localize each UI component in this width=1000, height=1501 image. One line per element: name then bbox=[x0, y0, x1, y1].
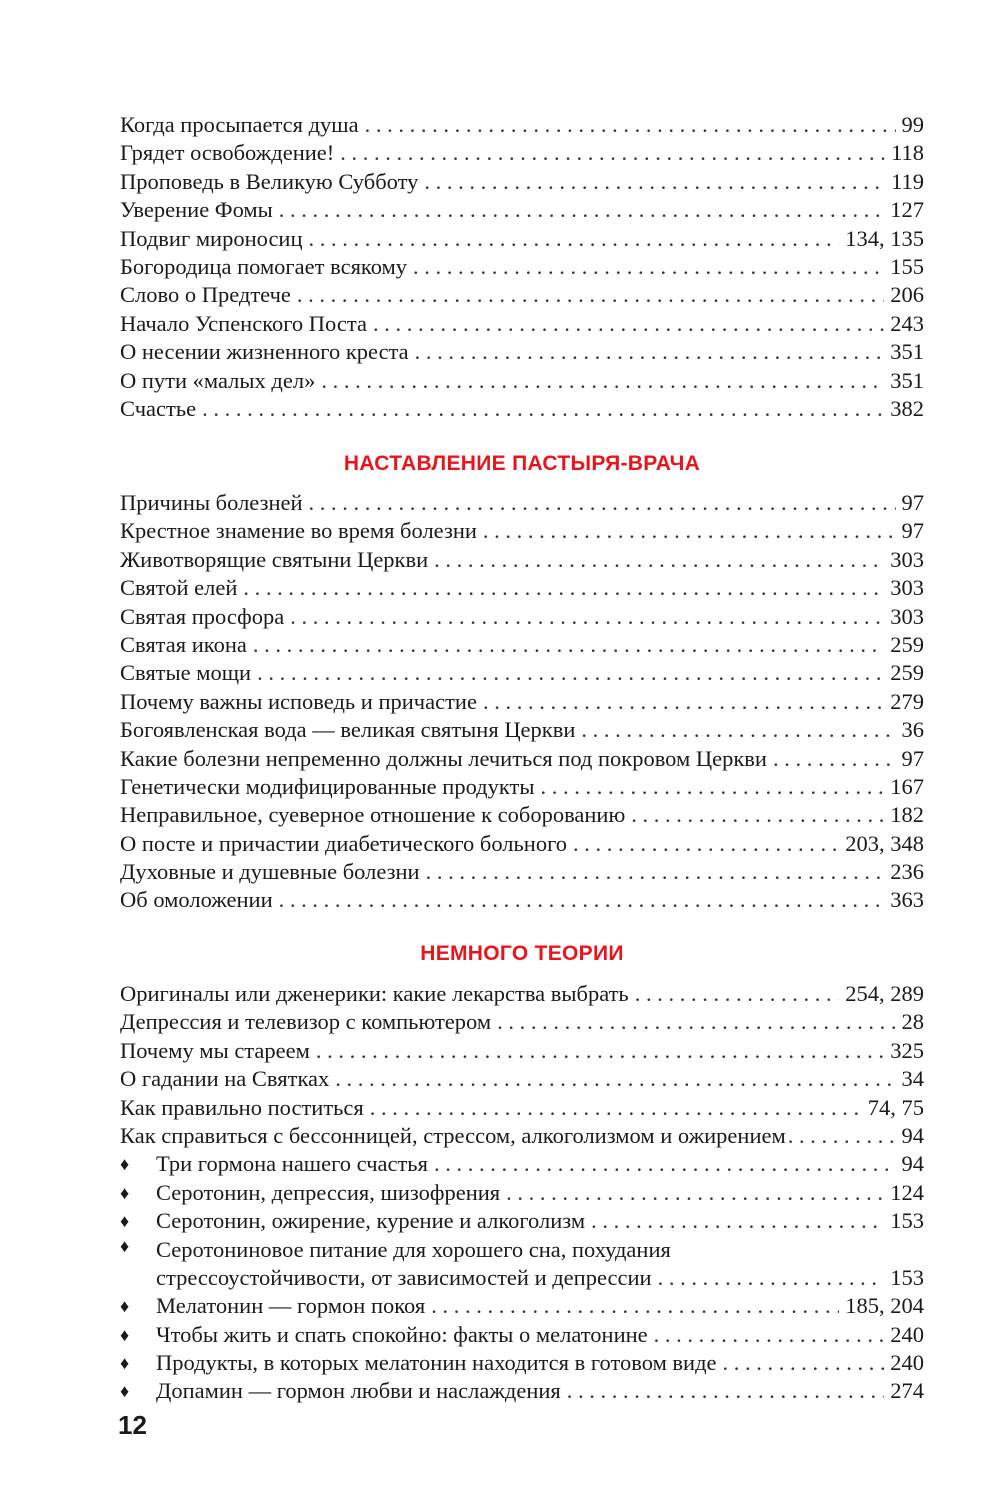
entry-pages: 351 bbox=[890, 339, 924, 365]
toc-entry bbox=[120, 225, 924, 253]
entry-pages: 203, 348 bbox=[845, 830, 924, 856]
toc-entry bbox=[120, 1008, 924, 1036]
entry-pages: 94 bbox=[901, 1151, 924, 1177]
entry-title: Святая икона bbox=[120, 631, 247, 657]
entry-pages: 303 bbox=[890, 603, 924, 629]
leader-dots bbox=[431, 1292, 839, 1320]
leader-dots bbox=[567, 1377, 884, 1405]
entry-title: Как справиться с бессонницей, стрессом, алкоголизмом и ожирением bbox=[120, 1122, 786, 1148]
leader-dots bbox=[243, 574, 884, 602]
leader-dots bbox=[202, 395, 884, 423]
entry-title: Уверение Фомы bbox=[120, 197, 273, 223]
entry-title: О гадании на Святках bbox=[120, 1066, 330, 1092]
entry-pages: 153 bbox=[890, 1208, 924, 1234]
leader-dots bbox=[309, 489, 896, 517]
toc-section-3 bbox=[120, 980, 924, 1406]
entry-title: Подвиг мироносиц bbox=[120, 225, 303, 251]
entry-title: Как правильно поститься bbox=[120, 1094, 364, 1120]
toc-entry bbox=[120, 168, 924, 196]
entry-pages: 28 bbox=[901, 1009, 924, 1035]
section-heading: НЕМНОГО ТЕОРИИ bbox=[420, 942, 624, 965]
toc-entry bbox=[120, 489, 924, 517]
toc-entry bbox=[120, 1037, 924, 1065]
entry-pages: 127 bbox=[890, 197, 924, 223]
toc-entry bbox=[120, 574, 924, 602]
entry-pages: 182 bbox=[890, 802, 924, 828]
leader-dots bbox=[415, 338, 885, 366]
toc-bullet-entry bbox=[120, 1207, 924, 1235]
entry-title: Богородица помогает всякому bbox=[120, 253, 408, 279]
entry-pages: 382 bbox=[890, 395, 924, 421]
entry-pages: 94 bbox=[901, 1122, 924, 1148]
leader-dots bbox=[654, 1321, 885, 1349]
leader-dots bbox=[365, 111, 896, 139]
toc-entry bbox=[120, 196, 924, 224]
leader-dots bbox=[573, 830, 839, 858]
leader-dots bbox=[591, 1207, 884, 1235]
page-number: 12 bbox=[118, 1410, 147, 1440]
entry-title: Когда просыпается душа bbox=[120, 112, 359, 137]
section-heading: НАСТАВЛЕНИЕ ПАСТЫРЯ-ВРАЧА bbox=[343, 452, 701, 475]
toc-entry bbox=[120, 395, 924, 423]
entry-title: О пути «малых дел» bbox=[120, 367, 316, 393]
toc-entry bbox=[120, 517, 924, 545]
entry-pages: 206 bbox=[890, 282, 924, 308]
toc-bullet-entry bbox=[120, 1179, 924, 1207]
leader-dots bbox=[434, 1150, 896, 1178]
leader-dots bbox=[340, 139, 885, 167]
entry-pages: 325 bbox=[890, 1037, 924, 1063]
entry-pages: 118 bbox=[891, 140, 924, 166]
toc-entry bbox=[120, 688, 924, 716]
entry-pages: 240 bbox=[890, 1321, 924, 1347]
leader-dots bbox=[631, 801, 884, 829]
entry-title: Какие болезни непременно должны лечиться под покровом Церкви bbox=[120, 745, 767, 771]
entry-title: Почему мы стареем bbox=[120, 1037, 310, 1063]
entry-title: стрессоустойчивости, от зависимостей и депрессии bbox=[156, 1264, 652, 1290]
toc-section-1 bbox=[120, 111, 924, 423]
toc-entry bbox=[120, 367, 924, 395]
entry-pages: 303 bbox=[890, 575, 924, 601]
leader-dots bbox=[321, 367, 884, 395]
entry-pages: 153 bbox=[890, 1264, 924, 1290]
leader-dots bbox=[581, 716, 895, 744]
leader-dots bbox=[426, 858, 885, 886]
entry-pages: 185, 204 bbox=[845, 1293, 924, 1319]
toc-entry bbox=[120, 980, 924, 1008]
leader-dots bbox=[370, 1094, 862, 1122]
toc-entry bbox=[120, 1065, 924, 1093]
leader-dots bbox=[483, 688, 884, 716]
toc-entry bbox=[120, 1122, 924, 1150]
entry-pages: 303 bbox=[890, 546, 924, 572]
toc-entry bbox=[120, 281, 924, 309]
entry-pages: 243 bbox=[890, 310, 924, 336]
leader-dots bbox=[309, 225, 840, 253]
toc-entry bbox=[120, 745, 924, 773]
entry-pages: 351 bbox=[890, 367, 924, 393]
entry-title: Причины болезней bbox=[120, 490, 303, 515]
leader-dots bbox=[279, 196, 884, 224]
toc-entry bbox=[120, 310, 924, 338]
toc-bullet-entry bbox=[120, 1349, 924, 1377]
entry-title: Генетически модифицированные продукты bbox=[120, 773, 535, 799]
leader-dots bbox=[635, 980, 840, 1008]
entry-title: Святая просфора bbox=[120, 603, 285, 629]
entry-pages: 254, 289 bbox=[845, 981, 924, 1006]
toc-bullet-entry-multiline bbox=[120, 1236, 924, 1293]
entry-title: ♦ Мелатонин — гормон покоя bbox=[156, 1293, 426, 1319]
entry-pages: 240 bbox=[890, 1350, 924, 1376]
leader-dots bbox=[290, 603, 884, 631]
entry-title: Богоявленская вода — великая святыня Церкви bbox=[120, 717, 576, 743]
entry-pages: 279 bbox=[890, 688, 924, 714]
entry-title: Проповедь в Великую Субботу bbox=[120, 168, 419, 194]
toc-entry bbox=[120, 253, 924, 281]
entry-pages: 97 bbox=[901, 490, 924, 515]
leader-dots bbox=[316, 1037, 884, 1065]
toc-bullet-entry bbox=[120, 1321, 924, 1349]
entry-pages: 124 bbox=[890, 1179, 924, 1205]
entry-pages: 97 bbox=[901, 518, 924, 544]
toc-entry bbox=[120, 1094, 924, 1122]
entry-title: ♦ Допамин — гормон любви и наслаждения bbox=[156, 1378, 561, 1404]
leader-dots bbox=[424, 168, 885, 196]
entry-pages: 363 bbox=[890, 887, 924, 913]
entry-title: Святые мощи bbox=[120, 660, 252, 686]
entry-pages: 34 bbox=[901, 1066, 924, 1092]
leader-dots bbox=[773, 745, 896, 773]
toc-bullet-entry bbox=[120, 1150, 924, 1178]
entry-title-line1: ♦ Серотониновое питание для хорошего сна, похудания bbox=[156, 1236, 671, 1262]
leader-dots bbox=[506, 1179, 884, 1207]
entry-title: Начало Успенского Поста bbox=[120, 310, 367, 336]
entry-title: ♦ Чтобы жить и спать спокойно: факты о мелатонине bbox=[156, 1321, 648, 1347]
toc-entry bbox=[120, 801, 924, 829]
entry-title: ♦ Продукты, в которых мелатонин находится в готовом виде bbox=[156, 1350, 717, 1376]
toc-section-2 bbox=[120, 489, 924, 915]
leader-dots bbox=[253, 631, 884, 659]
leader-dots bbox=[483, 517, 896, 545]
entry-title: ♦ Три гормона нашего счастья bbox=[156, 1151, 428, 1177]
entry-pages: 119 bbox=[891, 168, 924, 194]
toc-entry bbox=[120, 716, 924, 744]
toc-entry bbox=[120, 886, 924, 914]
toc-entry bbox=[120, 139, 924, 167]
entry-title: Счастье bbox=[120, 395, 197, 421]
leader-dots bbox=[658, 1264, 885, 1292]
toc-entry bbox=[120, 546, 924, 574]
entry-title: О несении жизненного креста bbox=[120, 339, 409, 365]
entry-pages: 259 bbox=[890, 631, 924, 657]
entry-pages: 259 bbox=[890, 660, 924, 686]
leader-dots bbox=[434, 546, 884, 574]
entry-pages: 36 bbox=[901, 717, 924, 743]
entry-pages: 274 bbox=[890, 1378, 924, 1404]
entry-title: Животворящие святыни Церкви bbox=[120, 546, 429, 572]
entry-title: Об омоложении bbox=[120, 887, 273, 913]
leader-dots bbox=[723, 1349, 885, 1377]
entry-title: Оригиналы или дженерики: какие лекарства выбрать bbox=[120, 981, 629, 1006]
toc-entry bbox=[120, 830, 924, 858]
entry-pages: 155 bbox=[890, 253, 924, 279]
toc-entry bbox=[120, 338, 924, 366]
entry-title: ♦ Серотонин, ожирение, курение и алкоголизм bbox=[156, 1208, 586, 1234]
toc-entry bbox=[120, 111, 924, 139]
entry-title: Неправильное, суеверное отношение к соборованию bbox=[120, 802, 626, 828]
leader-dots bbox=[540, 773, 884, 801]
entry-pages: 236 bbox=[890, 859, 924, 885]
entry-title: ♦ Серотонин, депрессия, шизофрения bbox=[156, 1179, 501, 1205]
leader-dots bbox=[413, 253, 884, 281]
leader-dots bbox=[279, 886, 885, 914]
leader-dots bbox=[373, 310, 884, 338]
entry-title: Грядет освобождение! bbox=[120, 140, 335, 166]
toc-entry bbox=[120, 773, 924, 801]
leader-dots bbox=[297, 281, 884, 309]
entry-title: Крестное знамение во время болезни bbox=[120, 518, 477, 544]
entry-title: Почему важны исповедь и причастие bbox=[120, 688, 477, 714]
toc-entry bbox=[120, 631, 924, 659]
entry-title: О посте и причастии диабетического больного bbox=[120, 830, 568, 856]
entry-title: Депрессия и телевизор с компьютером bbox=[120, 1009, 492, 1035]
toc-entry bbox=[120, 603, 924, 631]
toc-bullet-entry bbox=[120, 1292, 924, 1320]
entry-pages: 97 bbox=[901, 745, 924, 771]
entry-pages: 167 bbox=[890, 773, 924, 799]
toc-bullet-entry bbox=[120, 1377, 924, 1405]
toc-entry-continuation bbox=[156, 1264, 924, 1292]
leader-dots bbox=[788, 1122, 900, 1150]
toc-entry bbox=[120, 659, 924, 687]
toc-entry bbox=[120, 858, 924, 886]
leader-dots bbox=[497, 1008, 895, 1036]
entry-title: Слово о Предтече bbox=[120, 282, 291, 308]
entry-pages: 134, 135 bbox=[845, 225, 924, 251]
leader-dots bbox=[335, 1065, 895, 1093]
entry-title: Духовные и душевные болезни bbox=[120, 859, 420, 885]
entry-title: Святой елей bbox=[120, 575, 238, 601]
leader-dots bbox=[257, 659, 884, 687]
entry-pages: 74, 75 bbox=[867, 1094, 924, 1120]
entry-pages: 99 bbox=[901, 112, 924, 137]
